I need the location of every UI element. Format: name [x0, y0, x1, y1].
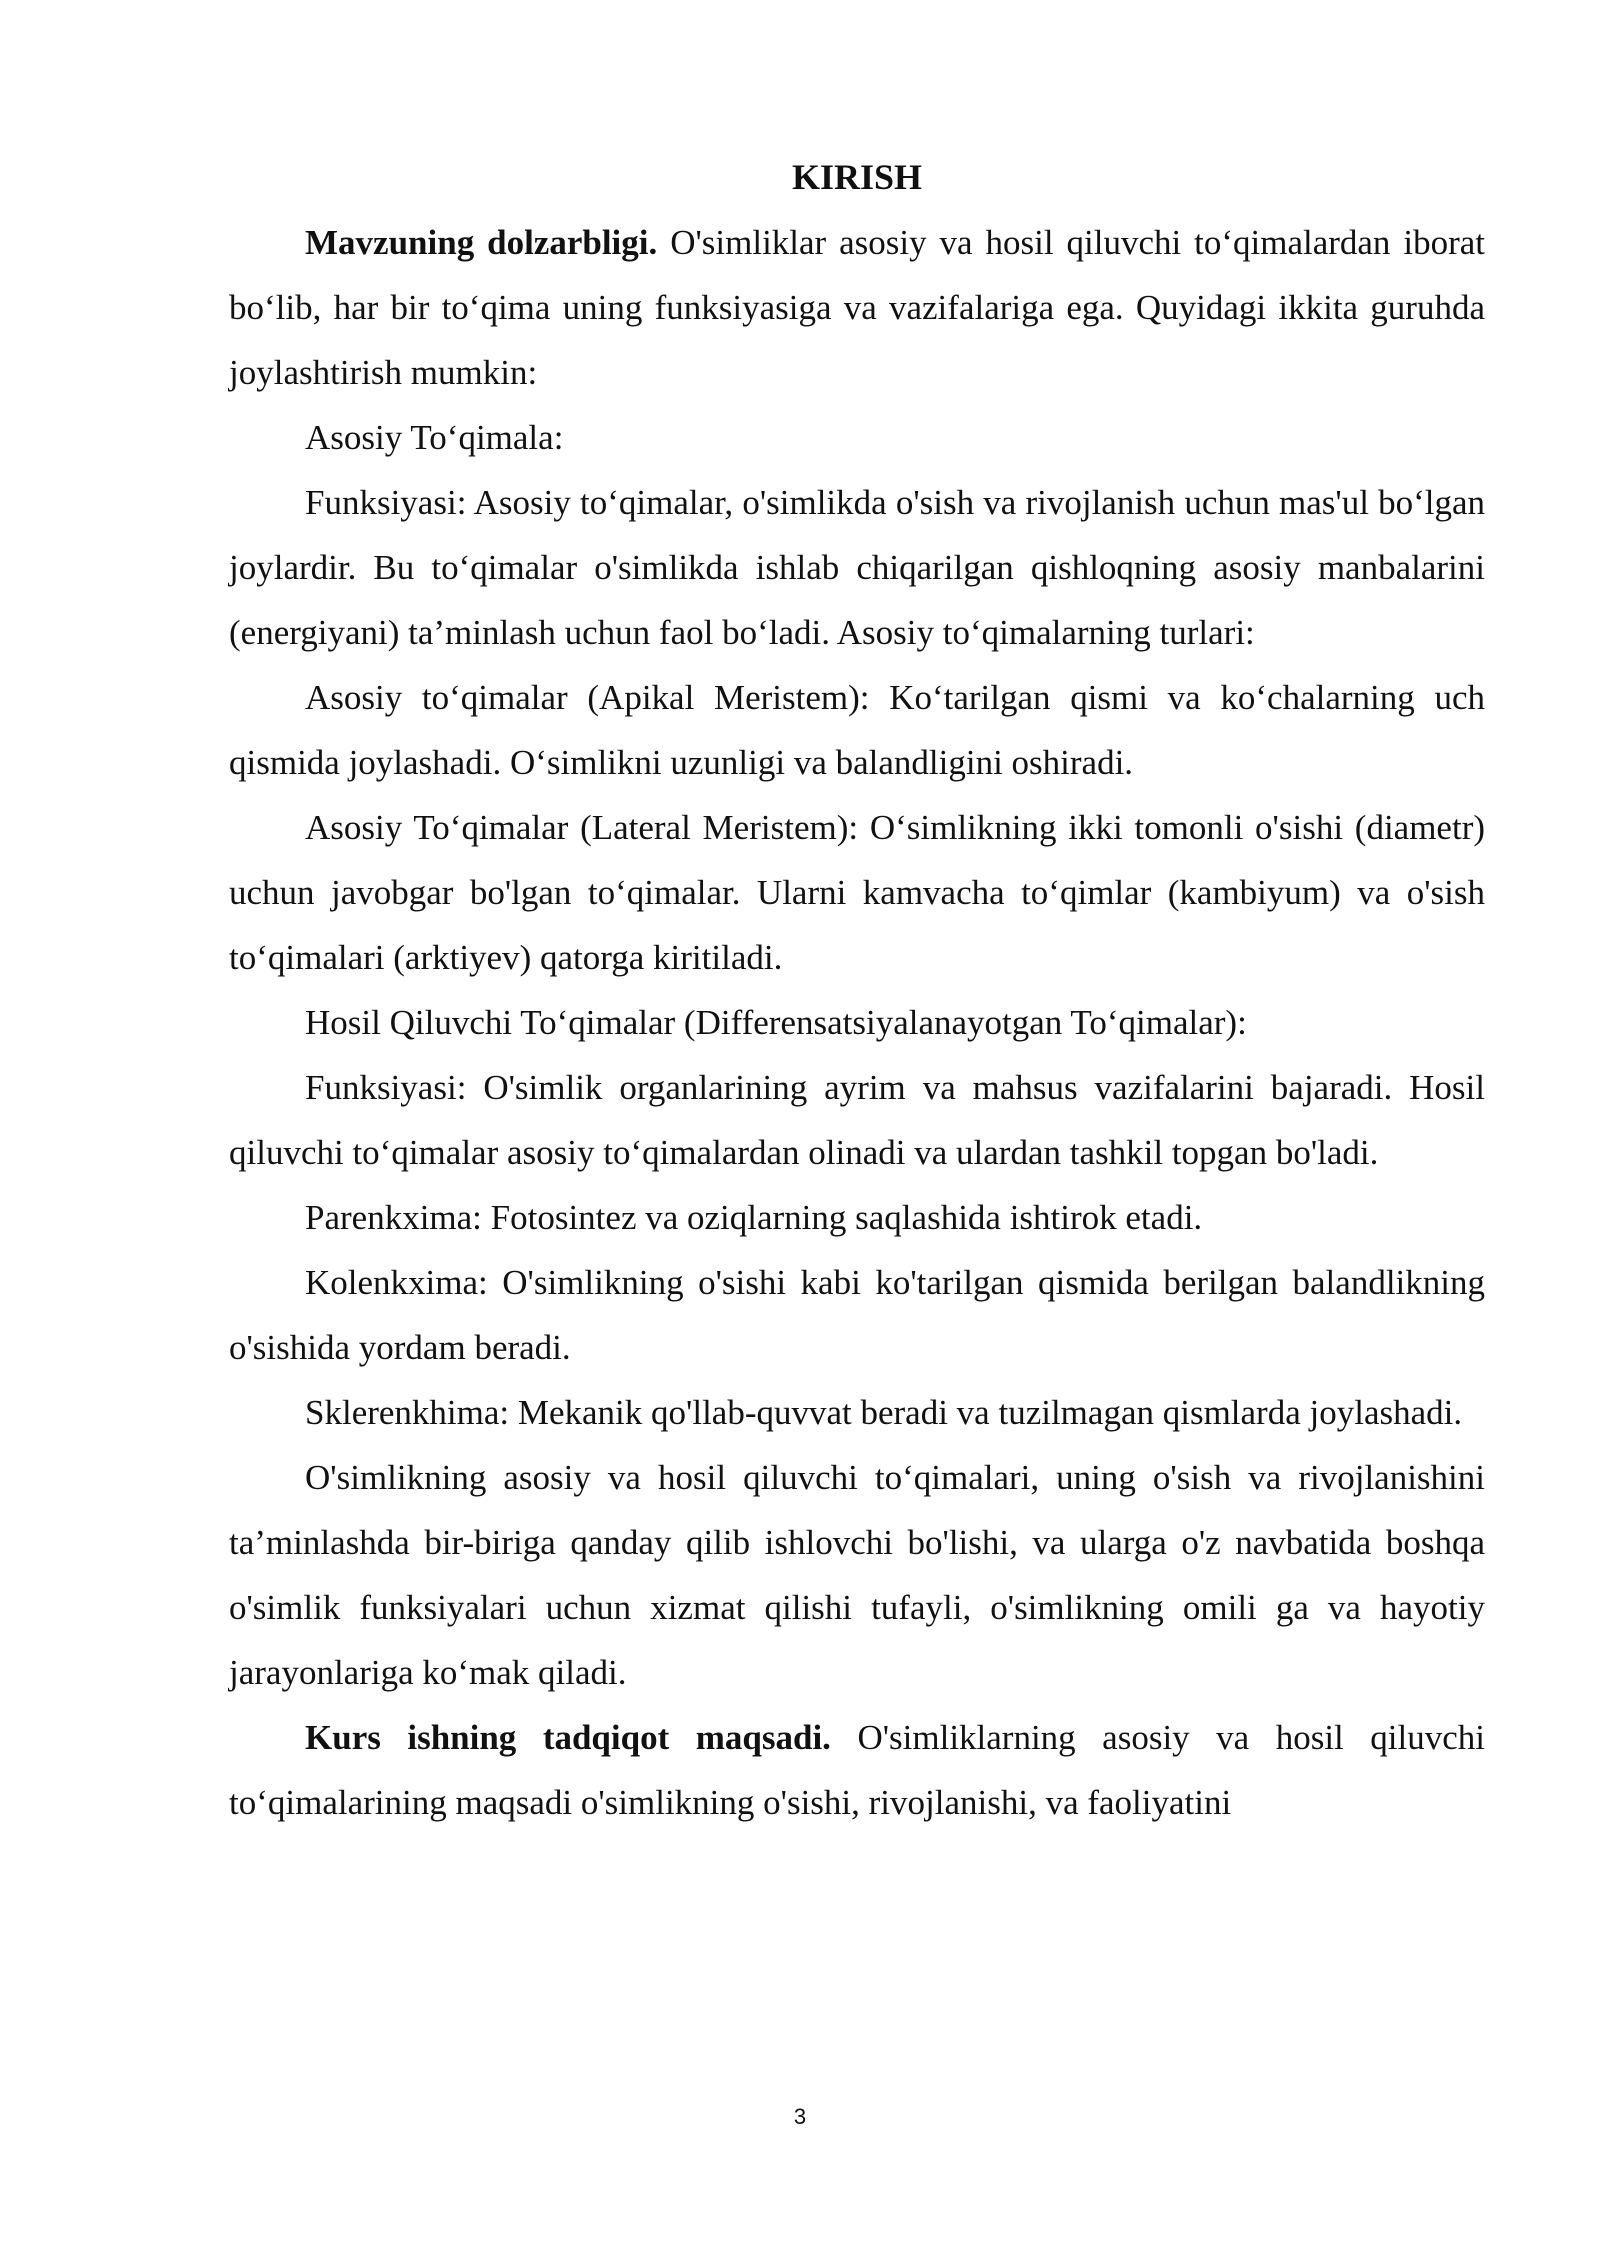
section-heading: KIRISH — [791, 157, 923, 197]
paragraph-research-goal — [229, 1705, 1485, 1835]
paragraph-text: Sklerenkhima: Mekanik qo'llab-quvvat beradi va tuzilmagan qismlarda joylashadi. — [305, 1393, 1463, 1432]
paragraph-text: Hosil Qiluvchi To‘qimalar (Differensatsiyalanayotgan To‘qimalar): — [305, 1003, 1247, 1042]
paragraph-lead: Mavzuning dolzarbligi. — [305, 223, 658, 262]
paragraph-parenchyma — [229, 1185, 1485, 1250]
paragraph-text: O'simliklar asosiy va hosil qiluvchi to‘qimalardan iborat bo‘lib, har bir to‘qima uning funksiyasiga va vazifalariga ega. Quyidagi ikkita guruhda joylashtirish mumkin: — [229, 223, 1485, 392]
paragraph-text: Kolenkxima: O'simlikning o'sishi kabi ko'tarilgan qismida berilgan balandlikning o'sishida yordam beradi. — [229, 1263, 1485, 1367]
page-number: 3 — [793, 2104, 807, 2129]
paragraph-text: O'simliklarning asosiy va hosil qiluvchi to‘qimalarining maqsadi o'simlikning o'sishi, rivojlanishi, va faoliyatini — [229, 1718, 1485, 1822]
paragraph-collenchyma — [229, 1250, 1485, 1380]
paragraph-text: Asosiy to‘qimalar (Apikal Meristem): Ko‘tarilgan qismi va ko‘chalarning uch qismida joylashadi. O‘simlikni uzunligi va balandligini oshiradi. — [229, 678, 1485, 782]
paragraph-text: Asosiy To‘qimalar (Lateral Meristem): O‘simlikning ikki tomonli o'sishi (diametr) uchun javobgar bo'lgan to‘qimalar. Ularni kamvacha to‘qimlar (kambiyum) va o'sish to‘qimalari (arktiyev) qatorga kiritiladi. — [229, 808, 1485, 977]
paragraph-lateral-meristem — [229, 795, 1485, 990]
paragraph-text: Asosiy To‘qimala: — [305, 418, 564, 457]
page-content — [229, 145, 1485, 1835]
paragraph-main-function — [229, 470, 1485, 665]
paragraph-text: O'simlikning asosiy va hosil qiluvchi to‘qimalari, uning o'sish va rivojlanishini ta’minlashda bir-biriga qanday qilib ishlovchi bo'lishi, va ularga o'z navbatida boshqa o'simlik funksiyalari uchun xizmat qilishi tufayli, o'simlikning omili ga va hayotiy jarayonlariga ko‘mak qiladi. — [229, 1458, 1485, 1692]
paragraph-lead: Kurs ishning tadqiqot maqsadi. — [305, 1718, 831, 1757]
paragraph-summary — [229, 1445, 1485, 1705]
paragraph-derived-function — [229, 1055, 1485, 1185]
paragraph-text: Funksiyasi: Asosiy to‘qimalar, o'simlikda o'sish va rivojlanish uchun mas'ul bo‘lgan joylardir. Bu to‘qimalar o'simlikda ishlab chiqarilgan qishloqning asosiy manbalarini (energiyani) ta’minlash uchun faol bo‘ladi. Asosiy to‘qimalarning turlari: — [229, 483, 1485, 652]
paragraph-main-tissues — [229, 405, 1485, 470]
paragraph-derived-tissues — [229, 990, 1485, 1055]
paragraph-sclerenchyma — [229, 1380, 1485, 1445]
paragraph-apical-meristem — [229, 665, 1485, 795]
paragraph-text: Funksiyasi: O'simlik organlarining ayrim va mahsus vazifalarini bajaradi. Hosil qiluvchi to‘qimalar asosiy to‘qimalardan olinadi va ulardan tashkil topgan bo'ladi. — [229, 1068, 1485, 1172]
paragraph-text: Parenkxima: Fotosintez va oziqlarning saqlashida ishtirok etadi. — [305, 1198, 1203, 1237]
paragraph-relevance — [229, 210, 1485, 405]
